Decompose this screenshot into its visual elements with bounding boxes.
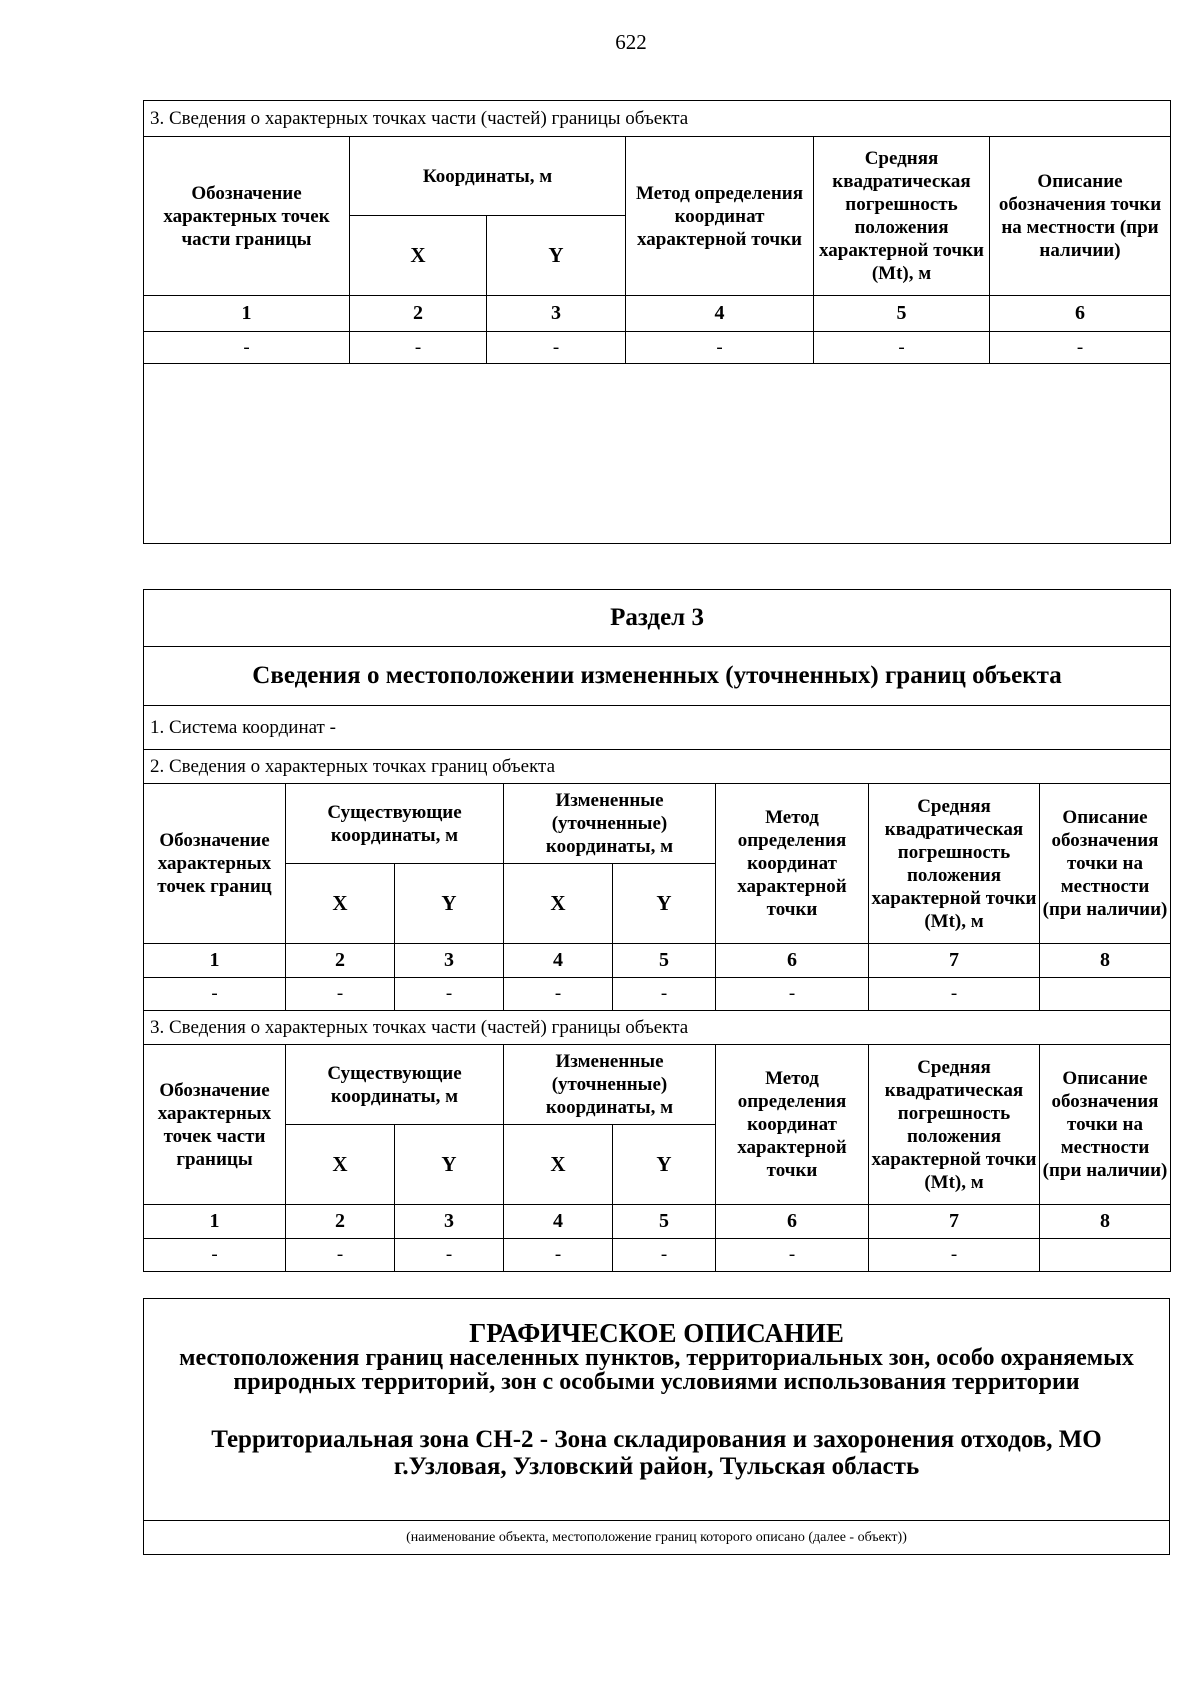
object-caption: (наименование объекта, местоположение границ которого описано (далее - объект)) bbox=[144, 1521, 1170, 1555]
column-number: 2 bbox=[286, 1205, 395, 1239]
header-y: Y bbox=[613, 1125, 716, 1205]
header-y: Y bbox=[487, 216, 626, 296]
column-number: 1 bbox=[144, 296, 350, 332]
table-cell: - bbox=[716, 978, 869, 1011]
column-number: 6 bbox=[716, 944, 869, 978]
table-cell: - bbox=[869, 978, 1040, 1011]
column-number: 3 bbox=[487, 296, 626, 332]
table-cell: - bbox=[144, 978, 286, 1011]
coordinate-system: 1. Система координат - bbox=[144, 706, 1171, 750]
table-cell: - bbox=[286, 1239, 395, 1272]
column-number: 6 bbox=[716, 1205, 869, 1239]
table-cell: - bbox=[613, 1239, 716, 1272]
table-cell: - bbox=[286, 978, 395, 1011]
section-3-table bbox=[143, 589, 1171, 1272]
table-cell: - bbox=[814, 332, 990, 364]
header-changed-coordinates: Измененные (уточненные) координаты, м bbox=[504, 1045, 716, 1125]
table-cell: - bbox=[350, 332, 487, 364]
table-cell: - bbox=[504, 978, 613, 1011]
header-description: Описание обозначения точки на местности (при наличии) bbox=[990, 137, 1171, 296]
table-row bbox=[144, 978, 1171, 1011]
header-x: X bbox=[350, 216, 487, 296]
header-method: Метод определения координат характерной точки bbox=[626, 137, 814, 296]
header-method: Метод определения координат характерной точки bbox=[716, 784, 869, 944]
header-designation: Обозначение характерных точек части границы bbox=[144, 137, 350, 296]
column-number: 1 bbox=[144, 1205, 286, 1239]
header-designation: Обозначение характерных точек части границы bbox=[144, 1045, 286, 1205]
column-number: 5 bbox=[613, 944, 716, 978]
table-cell: - bbox=[716, 1239, 869, 1272]
header-method: Метод определения координат характерной точки bbox=[716, 1045, 869, 1205]
header-x: X bbox=[504, 1125, 613, 1205]
object-name: Территориальная зона СН-2 - Зона складирования и захоронения отходов, МО г.Узловая, Узловский район, Тульская область bbox=[211, 1426, 1102, 1480]
header-description: Описание обозначения точки на местности (при наличии) bbox=[1040, 1045, 1171, 1205]
boundary-part-points-table bbox=[143, 100, 1171, 544]
table-cell bbox=[1040, 978, 1171, 1011]
header-description: Описание обозначения точки на местности (при наличии) bbox=[1040, 784, 1171, 944]
column-number: 7 bbox=[869, 944, 1040, 978]
column-number: 6 bbox=[990, 296, 1171, 332]
column-number: 7 bbox=[869, 1205, 1040, 1239]
column-number: 5 bbox=[814, 296, 990, 332]
header-coordinates: Координаты, м bbox=[350, 137, 626, 216]
header-error: Средняя квадратическая погрешность положения характерной точки (Mt), м bbox=[814, 137, 990, 296]
column-number: 1 bbox=[144, 944, 286, 978]
table-cell: - bbox=[613, 978, 716, 1011]
empty-area bbox=[144, 364, 1171, 544]
header-changed-coordinates: Измененные (уточненные) координаты, м bbox=[504, 784, 716, 864]
table-cell: - bbox=[869, 1239, 1040, 1272]
header-error: Средняя квадратическая погрешность положения характерной точки (Mt), м bbox=[869, 784, 1040, 944]
table-cell: - bbox=[144, 1239, 286, 1272]
graphic-title: ГРАФИЧЕСКОЕ ОПИСАНИЕ bbox=[469, 1318, 844, 1348]
graphic-description-block bbox=[143, 1298, 1170, 1555]
header-x: X bbox=[286, 864, 395, 944]
table-cell bbox=[1040, 1239, 1171, 1272]
header-y: Y bbox=[613, 864, 716, 944]
column-number: 8 bbox=[1040, 1205, 1171, 1239]
table-cell: - bbox=[144, 332, 350, 364]
section-label: 3. Сведения о характерных точках части (частей) границы объекта bbox=[144, 101, 1171, 137]
column-number: 3 bbox=[395, 944, 504, 978]
table-row bbox=[144, 1239, 1171, 1272]
table-cell: - bbox=[504, 1239, 613, 1272]
column-number: 8 bbox=[1040, 944, 1171, 978]
header-existing-coordinates: Существующие координаты, м bbox=[286, 784, 504, 864]
table-cell: - bbox=[487, 332, 626, 364]
table-cell: - bbox=[395, 978, 504, 1011]
column-number: 2 bbox=[286, 944, 395, 978]
graphic-subtitle: местоположения границ населенных пунктов, территориальных зон, особо охраняемых природных территорий, зон с особыми условиями использования территории bbox=[179, 1345, 1134, 1395]
part3-label: 3. Сведения о характерных точках части (частей) границы объекта bbox=[144, 1011, 1171, 1045]
header-error: Средняя квадратическая погрешность положения характерной точки (Mt), м bbox=[869, 1045, 1040, 1205]
header-y: Y bbox=[395, 1125, 504, 1205]
header-designation: Обозначение характерных точек границ bbox=[144, 784, 286, 944]
part2-label: 2. Сведения о характерных точках границ объекта bbox=[144, 750, 1171, 784]
table-cell: - bbox=[990, 332, 1171, 364]
column-number: 5 bbox=[613, 1205, 716, 1239]
column-number: 4 bbox=[626, 296, 814, 332]
header-y: Y bbox=[395, 864, 504, 944]
header-x: X bbox=[286, 1125, 395, 1205]
section-subtitle: Сведения о местоположении измененных (уточненных) границ объекта bbox=[144, 647, 1171, 706]
column-number: 3 bbox=[395, 1205, 504, 1239]
section-title: Раздел 3 bbox=[144, 590, 1171, 647]
header-existing-coordinates: Существующие координаты, м bbox=[286, 1045, 504, 1125]
header-x: X bbox=[504, 864, 613, 944]
page-number: 622 bbox=[615, 30, 647, 54]
table-cell: - bbox=[626, 332, 814, 364]
column-number: 4 bbox=[504, 944, 613, 978]
column-number: 4 bbox=[504, 1205, 613, 1239]
table-cell: - bbox=[395, 1239, 504, 1272]
column-number: 2 bbox=[350, 296, 487, 332]
table-row bbox=[144, 332, 1171, 364]
